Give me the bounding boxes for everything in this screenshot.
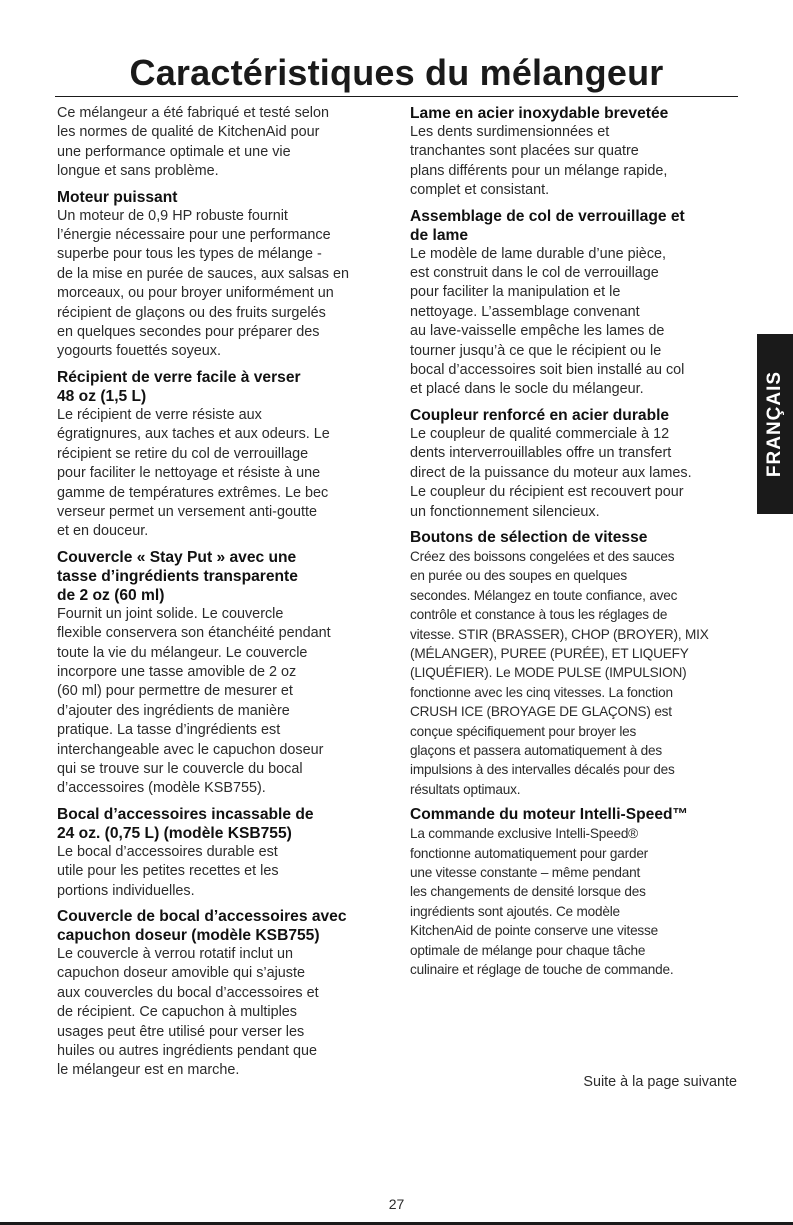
body-text-line: direct de la puissance du moteur aux lames. [410,464,692,481]
section-heading [57,805,392,843]
body-text-line: pratique. La tasse d’ingrédients est [57,722,281,739]
section-body [410,245,745,400]
body-text-line: et placé dans le socle du mélangeur. [410,381,644,398]
body-text-line: conçue spécifiquement pour broyer les [410,723,637,739]
right-column [410,104,745,985]
body-text-line: un fonctionnement silencieux. [410,503,600,520]
body-text-line: Le bocal d’accessoires durable est [57,843,278,860]
body-text-line: huiles ou autres ingrédients pendant que [57,1043,318,1060]
body-text-line: bocal d’accessoires soit bien installé au col [410,362,685,379]
section-heading-line: 48 oz (1,5 L) [57,387,147,405]
section-heading-line: Boutons de sélection de vitesse [410,528,648,546]
section-heading-line: Commande du moteur Intelli-Speed™ [410,806,689,824]
body-text-line: ingrédients sont ajoutés. Ce modèle [410,903,620,919]
body-text-line: Créez des boissons congelées et des sauces [410,548,675,564]
right-column-section [410,104,745,201]
body-text-line: contrôle et constance à tous les réglages de [410,607,668,623]
body-text-line: gamme de températures extrêmes. Le bec [57,484,329,501]
section-heading [410,805,745,824]
body-text-line: Les dents surdimensionnées et [410,124,610,140]
body-text-line: plans différents pour un mélange rapide, [410,162,668,179]
body-text-line: usages peut être utilisé pour verser les [57,1023,305,1040]
body-text-line: portions individuelles. [57,882,195,899]
body-text-line: Le coupleur de qualité commerciale à 12 [410,425,670,442]
body-text-line: secondes. Mélangez en toute confiance, avec [410,587,678,603]
section-heading-line: de 2 oz (60 ml) [57,586,165,604]
section-heading [410,104,745,123]
left-column-section [57,368,392,542]
body-text-line: tranchantes sont placées sur quatre [410,143,639,160]
body-text-line: est construit dans le col de verrouillage [410,265,659,282]
section-heading-line: 24 oz. (0,75 L) (modèle KSB755) [57,824,292,842]
body-text-line: au lave-vaisselle empêche les lames de [410,323,665,340]
body-text-line: une performance optimale et une vie [57,143,291,160]
section-heading [410,207,745,245]
body-text-line: (60 ml) pour permettre de mesurer et [57,683,293,700]
section-heading-line: Assemblage de col de verrouillage et [410,207,685,225]
body-text-line: Le couvercle à verrou rotatif inclut un [57,946,293,962]
left-column-section [57,188,392,362]
body-text-line: qui se trouve sur le couvercle du bocal [57,760,303,777]
left-column-section [57,907,392,1081]
section-heading-line: tasse d’ingrédients transparente [57,567,298,585]
section-heading-line: Couvercle « Stay Put » avec une [57,548,297,566]
body-text-line: interchangeable avec le capuchon doseur [57,741,324,758]
section-heading [57,548,392,605]
section-heading [410,406,745,425]
section-heading-line: Couvercle de bocal d’accessoires avec [57,908,347,925]
section-body [57,605,392,799]
body-text-line: d’accessoires (modèle KSB755). [57,780,266,797]
title-divider [55,96,738,97]
section-body [57,207,392,362]
body-text-line: capuchon doseur amovible qui s’ajuste [57,965,305,982]
body-text-line: en purée ou des soupes en quelques [410,568,627,584]
body-text-line: culinaire et réglage de touche de commande. [410,962,674,978]
body-text-line: l’énergie nécessaire pour une performance [57,227,331,244]
body-text-line: superbe pour tous les types de mélange - [57,246,322,263]
body-text-line: incorpore une tasse amovible de 2 oz [57,663,297,680]
body-text-line: CRUSH ICE (BROYAGE DE GLAÇONS) est [410,704,672,720]
section-body [410,824,745,979]
section-heading-line: capuchon doseur (modèle KSB755) [57,927,320,944]
body-text-line: résultats optimaux. [410,781,521,797]
language-tab-label: FRANÇAIS [764,370,786,478]
section-body [410,123,745,201]
right-column-section [410,528,745,799]
section-heading-line: Moteur puissant [57,188,178,206]
body-text-line: yogourts fouettés soyeux. [57,343,221,360]
body-text-line: Un moteur de 0,9 HP robuste fournit [57,207,288,224]
body-text-line: récipient se retire du col de verrouillage [57,445,309,462]
body-text-line: pour faciliter la manipulation et le [410,284,621,301]
left-column-section [57,805,392,901]
body-text-line: Le récipient de verre résiste aux [57,406,262,423]
section-body [57,406,392,542]
body-text-line: verseur permet un versement anti-goutte [57,503,317,520]
body-text-line: une vitesse constante – même pendant [410,865,641,880]
body-text-line: glaçons et passera automatiquement à des [410,742,662,758]
body-text-line: d’ajouter des ingrédients de manière [57,702,290,719]
body-text-line: vitesse. STIR (BRASSER), CHOP (BROYER), MIX [410,626,709,642]
body-text-line: impulsions à des intervalles décalés pour des [410,762,675,778]
body-text-line: (MÉLANGER), PUREE (PURÉE), ET LIQUEFY [410,645,689,661]
body-text-line: égratignures, aux taches et aux odeurs. Le [57,426,330,443]
body-text-line: utile pour les petites recettes et les [57,863,279,880]
section-heading [57,907,392,945]
section-heading-line: Coupleur renforcé en acier durable [410,406,670,424]
body-text-line: KitchenAid de pointe conserve une vitesse [410,923,658,939]
section-heading [410,528,745,547]
section-heading-line: Lame en acier inoxydable brevetée [410,105,669,122]
language-tab [757,334,793,514]
body-text-line: tourner jusqu’à ce que le récipient ou le [410,342,662,359]
body-text-line: longue et sans problème. [57,163,219,180]
body-text-line: flexible conservera son étanchéité pendant [57,625,331,642]
section-body [410,425,745,522]
body-text-line: en quelques secondes pour préparer des [57,324,320,341]
body-text-line: optimale de mélange pour chaque tâche [410,942,646,958]
left-column-section [57,548,392,799]
right-column-section [410,406,745,522]
right-column-section [410,207,745,400]
body-text-line: La commande exclusive Intelli-Speed® [410,826,638,842]
body-text-line: Le coupleur du récipient est recouvert pour [410,484,684,501]
section-heading-line: de lame [410,226,469,244]
body-text-line: récipient de glaçons ou des fruits surgelés [57,304,326,321]
body-text-line: fonctionne avec les cinq vitesses. La fonction [410,684,673,700]
body-text-line: de la mise en purée de sauces, aux salsas en [57,265,349,282]
left-column-section [57,104,392,182]
continued-note: Suite à la page suivante [583,1074,737,1090]
body-text-line: pour faciliter le nettoyage et résiste à une [57,465,321,482]
page-number: 27 [388,1196,405,1212]
body-text-line: complet et consistant. [410,182,550,199]
section-body [57,945,392,1081]
body-text-line: de récipient. Ce capuchon à multiples [57,1004,297,1021]
body-text-line: le mélangeur est en marche. [57,1062,240,1079]
body-text-line: aux couvercles du bocal d’accessoires et [57,984,319,1001]
body-text-line: Ce mélangeur a été fabriqué et testé selon [57,105,329,121]
section-body [410,547,745,799]
body-text-line: Le modèle de lame durable d’une pièce, [410,245,667,262]
right-column-section [410,805,745,979]
left-column [57,104,392,1087]
body-text-line: (LIQUÉFIER). Le MODE PULSE (IMPULSION) [410,665,687,681]
body-text-line: les changements de densité lorsque des [410,884,646,900]
section-body [57,104,392,182]
body-text-line: et en douceur. [57,523,149,540]
section-heading [57,368,392,406]
body-text-line: fonctionne automatiquement pour garder [410,845,649,861]
body-text-line: nettoyage. L’assemblage convenant [410,303,640,320]
section-heading [57,188,392,207]
body-text-line: morceaux, ou pour broyer uniformément un [57,285,334,302]
body-text-line: les normes de qualité de KitchenAid pour [57,124,320,141]
section-heading-line: Bocal d’accessoires incassable de [57,805,314,823]
page-title: Caractéristiques du mélangeur [129,52,664,93]
section-heading-line: Récipient de verre facile à verser [57,368,301,386]
body-text-line: Fournit un joint solide. Le couvercle [57,605,284,622]
body-text-line: toute la vie du mélangeur. Le couvercle [57,644,308,661]
section-body [57,843,392,901]
body-text-line: dents interverrouillables offre un transfert [410,445,672,462]
